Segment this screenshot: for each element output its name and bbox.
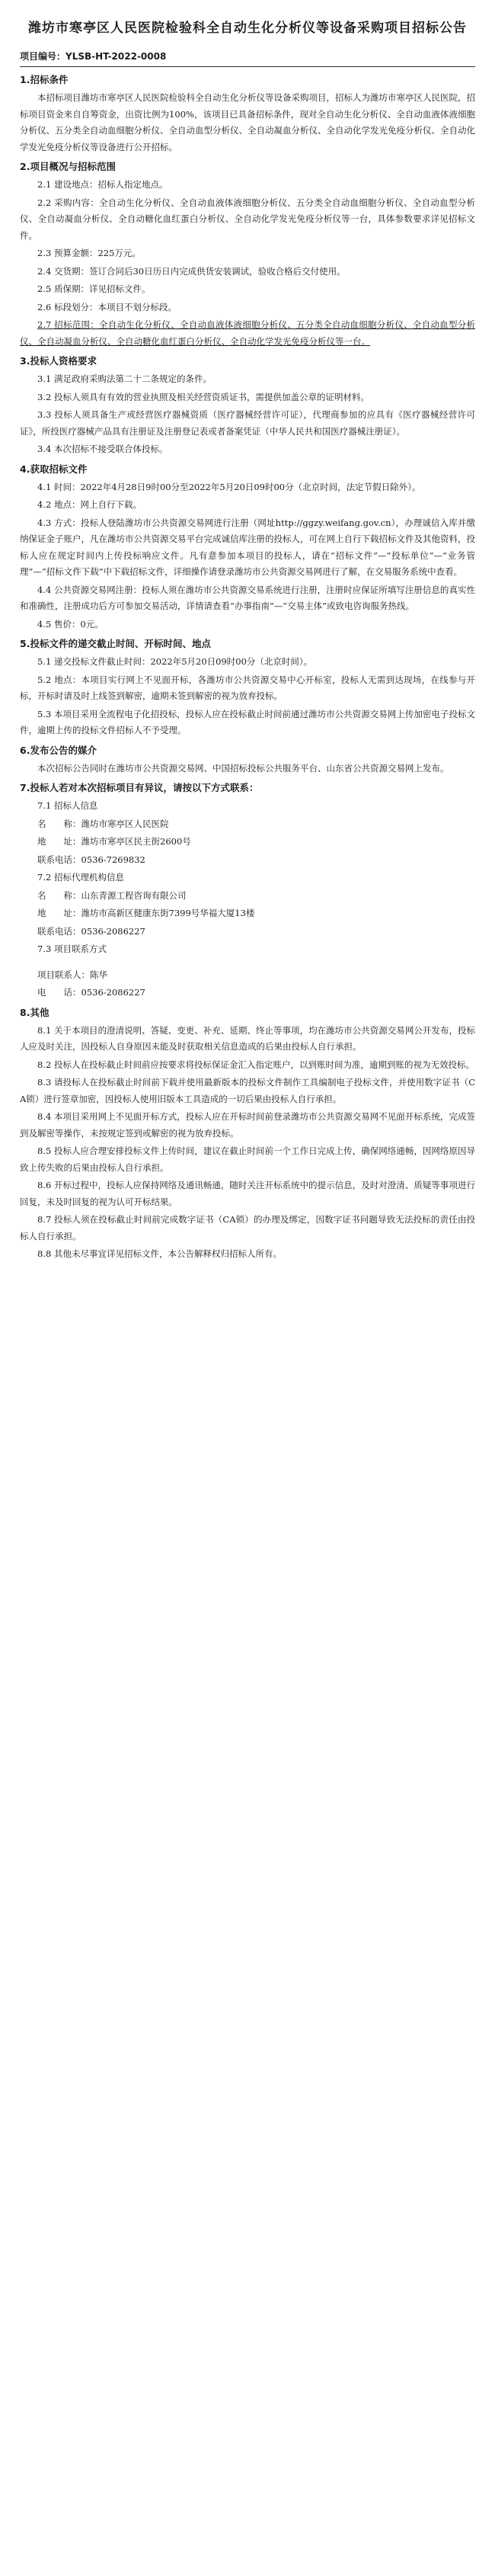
section-4-item: 4.4 公共资源交易网注册：投标人须在潍坊市公共资源交易系统进行注册，注册时应保证所填写注册信息的真实性和准确性，注册成功后方可参加交易活动，详情请查看“办事指南”—“交易主体”或致电咨询服务热线。 [20,584,475,611]
section-5-heading: 5.投标文件的递交截止时间、开标时间、地点 [20,638,211,649]
contact-subheading-agency: 7.2 招标代理机构信息 [37,872,124,883]
contact-line: 地 址：潍坊市寒亭区民主街2600号 [37,836,191,847]
section-2-item: 2.7 招标范围：全自动生化分析仪、全自动血液体液细胞分析仪、五分类全自动血细胞分析仪、全自动血型分析仪、全自动凝血分析仪、全自动糖化血红蛋白分析仪、全自动化学发光免疫分析仪等一台。 [20,319,475,347]
section-1-heading: 1.招标条件 [20,74,69,85]
contact-subheading-tenderer: 7.1 招标人信息 [37,800,98,811]
section-5-item: 5.3 本项目采用全流程电子化招投标，投标人应在投标截止时间前通过潍坊市公共资源交易网上传加密电子投标文件，逾期上传的投标文件招标人不予受理。 [20,708,475,735]
section-7-heading: 7.投标人若对本次招标项目有异议，请按以下方式联系： [20,782,259,793]
section-4-item: 4.2 地点：网上自行下载。 [37,499,142,510]
section-3-item: 3.4 本次招标不接受联合体投标。 [37,444,168,454]
contact-line: 名 称：潍坊市寒亭区人民医院 [37,818,169,829]
section-3-heading: 3.投标人资格要求 [20,355,97,367]
contact-line: 名 称：山东青源工程咨询有限公司 [37,889,187,901]
section-3-item: 3.2 投标人须具有有效的营业执照及相关经营资质证书，需提供加盖公章的证明材料。 [37,391,369,402]
contact-line: 联系电话：0536-2086227 [37,925,145,937]
section-2-item: 2.1 建设地点：招标人指定地点。 [37,179,168,190]
section-5-item: 5.2 地点：本项目实行网上不见面开标，各潍坊市公共资源交易中心开标室，投标人无需到达现场，在线参与开标，开标时请及时上线签到解密，逾期未签到解密的视为放弃投标。 [20,674,475,701]
section-2-item: 2.6 标段划分：本项目不划分标段。 [37,301,177,312]
section-4-item: 4.3 方式：投标人登陆潍坊市公共资源交易网进行注册（网址http://ggzy.weifang.gov.cn），办理诚信入库并缴纳保证金子账户，凡在潍坊市公共资源交易平台完成诚信库注册的投标人，可在网上自行下载招标文件及其他资料，投标人应在规定时间内上传投标响应文件。凡有意参加本项目的投标人，请在“招标文件”—“投标单位”—“业务管理”—“招标文件下载”中下载招标文件，详细操作请登录潍坊市公共资源交易网进行了解，在交易服务系统中查看。 [20,517,475,577]
contact-line: 项目联系人：陈华 [37,969,107,980]
section-6-paragraph: 本次招标公告同时在潍坊市公共资源交易网、中国招标投标公共服务平台、山东省公共资源交易网上发布。 [37,762,449,774]
section-1-paragraph: 本招标项目潍坊市寒亭区人民医院检验科全自动生化分析仪等设备采购项目，招标人为潍坊市寒亭区人民医院，招标项目资金来自自筹资金，出资比例为100%，该项目已具备招标条件，现对全自动生化分析仪、全自动血液体液细胞分析仪、五分类全自动血细胞分析仪、全自动血型分析仪、全自动凝血分析仪、全自动化学发光免疫分析仪、全自动化学发光免疫分析仪等设备进行公开招标。 [20,92,475,152]
section-8-item: 8.7 投标人须在投标截止时间前完成数字证书（CA锁）的办理及绑定，因数字证书问题导致无法投标的责任由投标人自行承担。 [20,1214,475,1242]
section-8-item: 8.3 请投标人在投标截止时间前下载并使用最新版本的投标文件制作工具编制电子投标文件，并使用数字证书（CA锁）进行签章加密，因投标人使用旧版本工具造成的一切后果由投标人自行承担。 [20,1077,475,1104]
section-4-item: 4.5 售价：0元。 [37,618,104,630]
section-8-item: 8.4 本项目采用网上不见面开标方式，投标人应在开标时间前登录潍坊市公共资源交易网不见面开标系统，完成签到及解密等操作，未按规定签到或解密的视为放弃投标。 [20,1111,475,1139]
section-8-item: 8.6 开标过程中，投标人应保持网络及通讯畅通，随时关注开标系统中的提示信息，及时对澄清、质疑等事项进行回复，未及时回复的视为认可开标结果。 [20,1180,475,1207]
section-3-item: 3.3 投标人须具备生产或经营医疗器械资质（医疗器械经营许可证），代理商参加的应具有《医疗器械经营许可证》，所投医疗器械产品具有注册证及注册登记表或者备案凭证（中华人民共和国医疗器械注册证）。 [20,409,475,437]
section-2-item: 2.3 预算金额：225万元。 [37,248,141,258]
section-4-item: 4.1 时间：2022年4月28日9时00分至2022年5月20日09时00分（北京时间，法定节假日除外）。 [37,481,421,492]
contact-line: 联系电话：0536-7269832 [37,854,145,865]
section-2-item: 2.2 采购内容：全自动生化分析仪、全自动血液体液细胞分析仪、五分类全自动血细胞分析仪、全自动血型分析仪、全自动凝血分析仪、全自动糖化血红蛋白分析仪、全自动化学发光免疫分析仪等一台，具体参数要求详见招标文件。 [20,197,475,241]
section-8-heading: 8.其他 [20,1006,50,1018]
section-8-item: 8.8 其他未尽事宜详见招标文件，本公告解释权归招标人所有。 [37,1248,282,1259]
section-5-item: 5.1 递交投标文件截止时间：2022年5月20日09时00分（北京时间）。 [37,656,313,667]
section-2-item: 2.4 交货期：签订合同后30日历日内完成供货安装调试，验收合格后交付使用。 [37,265,346,277]
section-2-item: 2.5 质保期：详见招标文件。 [37,284,151,294]
contact-line: 地 址：潍坊市高新区健康东街7399号华福大厦13楼 [37,908,255,918]
project-number: 项目编号：YLSB-HT-2022-0008 [20,49,475,67]
page-title: 潍坊市寒亭区人民医院检验科全自动生化分析仪等设备采购项目招标公告 [28,21,467,36]
contact-subheading-project: 7.3 项目联系方式 [37,944,107,954]
section-4-heading: 4.获取招标文件 [20,463,88,475]
section-8-item: 8.1 关于本项目的澄清说明、答疑、变更、补充、延期、终止等事项，均在潍坊市公共资源交易网公开发布，投标人应及时关注，因投标人自身原因未能及时获取相关信息造成的后果由投标人自行承担。 [20,1024,475,1052]
section-8-item: 8.5 投标人应合理安排投标文件上传时间，建议在截止时间前一个工作日完成上传，确保网络通畅，因网络原因导致上传失败的后果由投标人自行承担。 [20,1145,475,1173]
section-8-item: 8.2 投标人在投标截止时间前应按要求将投标保证金汇入指定账户，以到账时间为准，逾期到账的视为无效投标。 [37,1059,474,1070]
section-3-item: 3.1 满足政府采购法第二十二条规定的条件。 [37,373,212,384]
contact-line: 电 话：0536-2086227 [37,987,145,998]
section-6-heading: 6.发布公告的媒介 [20,744,97,756]
section-2-heading: 2.项目概况与招标范围 [20,161,116,172]
